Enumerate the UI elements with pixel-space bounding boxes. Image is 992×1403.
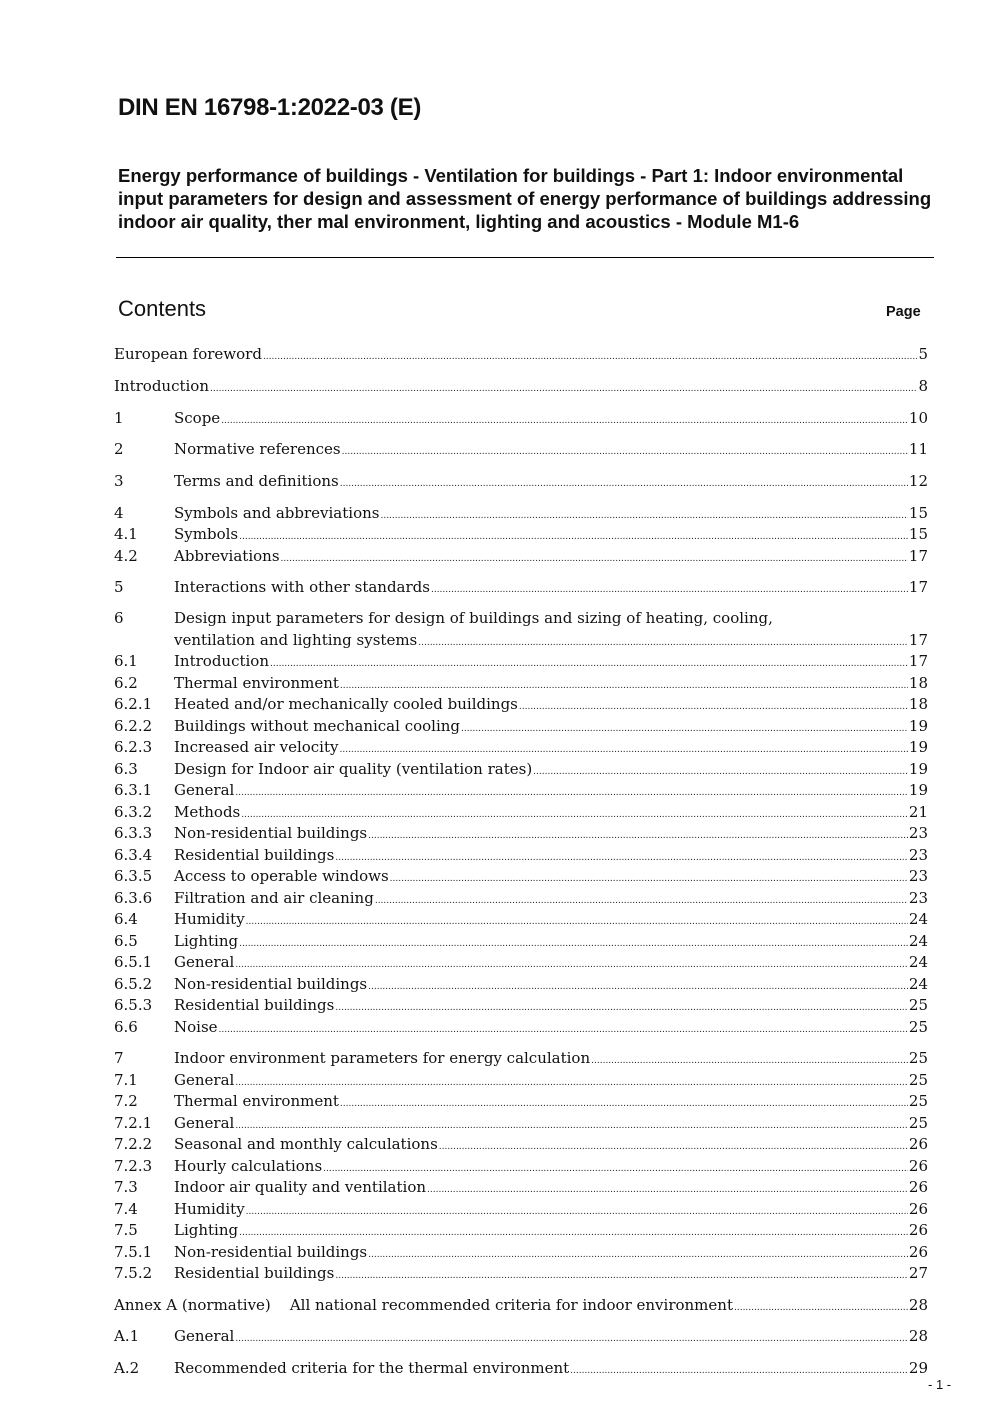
toc-entry-number: 4 — [114, 504, 124, 522]
toc-entry-title: Humidity — [174, 910, 245, 928]
toc-leader-dots — [241, 805, 908, 825]
toc-leader-dots — [270, 654, 908, 674]
toc-entry-page: 26 — [908, 1178, 928, 1196]
toc-entry-title: Filtration and air cleaning — [174, 889, 374, 907]
toc-entry-title: Thermal environment — [174, 1092, 339, 1110]
toc-entry-title: Noise — [174, 1018, 218, 1036]
toc-entry-title: General — [174, 1114, 235, 1132]
toc-entry-number: 6.3.6 — [114, 889, 153, 907]
toc-entry-page: 28 — [908, 1296, 928, 1314]
toc-leader-dots — [519, 697, 908, 717]
toc-leader-dots — [339, 740, 907, 760]
toc-entry-number: 7.5.1 — [114, 1243, 153, 1261]
toc-entry-title: Non-residential buildings — [174, 975, 368, 993]
toc-entry-title: Introduction — [174, 652, 269, 670]
toc-entry-title: Symbols — [174, 525, 239, 543]
page-number-footer: - 1 - — [928, 1377, 952, 1392]
toc-entry-title: Buildings without mechanical cooling — [174, 717, 461, 735]
toc-leader-dots — [235, 1073, 908, 1093]
toc-entry-page: 17 — [908, 631, 928, 649]
toc-entry[interactable] — [114, 1048, 928, 1068]
toc-entry[interactable] — [114, 1326, 928, 1346]
toc-entry-number: 6.1 — [114, 652, 138, 670]
toc-entry-number: 3 — [114, 472, 124, 490]
toc-entry-title: Symbols and abbreviations — [174, 504, 380, 522]
toc-entry[interactable] — [114, 376, 928, 396]
toc-entry-number: 4.1 — [114, 525, 138, 543]
toc-entry-number: 6.2 — [114, 674, 138, 692]
toc-leader-dots — [570, 1361, 908, 1381]
toc-entry-number: 7.5 — [114, 1221, 138, 1239]
contents-heading: Contents — [118, 296, 207, 321]
toc-entry-number: 7.3 — [114, 1178, 138, 1196]
toc-leader-dots — [239, 934, 908, 954]
toc-entry-title: Seasonal and monthly calculations — [174, 1135, 438, 1153]
toc-entry-number: 6.5.2 — [114, 975, 153, 993]
toc-leader-dots — [323, 1159, 908, 1179]
toc-entry-page: 24 — [908, 975, 928, 993]
toc-entry-page: 26 — [908, 1135, 928, 1153]
toc-entry-number: 6.2.2 — [114, 717, 153, 735]
toc-entry[interactable] — [114, 673, 928, 693]
toc-entry[interactable] — [114, 1242, 928, 1262]
toc-entry-page: 26 — [908, 1243, 928, 1261]
toc-leader-dots — [418, 633, 908, 653]
toc-leader-dots — [380, 506, 907, 526]
page-column-heading: Page — [886, 304, 921, 320]
toc-leader-dots — [239, 527, 908, 547]
toc-leader-dots — [340, 1094, 908, 1114]
toc-entry-number: 6.3.4 — [114, 846, 153, 864]
toc-entry-title: Non-residential buildings — [174, 1243, 368, 1261]
toc-entry-number: 6.4 — [114, 910, 138, 928]
toc-entry[interactable] — [114, 1295, 928, 1315]
toc-entry-page: 21 — [908, 803, 928, 821]
toc-entry-number: 2 — [114, 440, 124, 458]
toc-entry-page: 26 — [908, 1221, 928, 1239]
toc-leader-dots — [375, 891, 908, 911]
toc-entry[interactable] — [114, 888, 928, 908]
toc-leader-dots — [335, 848, 908, 868]
toc-entry-title: Residential buildings — [174, 996, 335, 1014]
toc-leader-dots — [340, 474, 908, 494]
toc-leader-dots — [246, 1202, 908, 1222]
toc-entry-title: Lighting — [174, 932, 239, 950]
toc-leader-dots — [533, 762, 908, 782]
toc-entry-page: 23 — [908, 846, 928, 864]
toc-entry[interactable] — [114, 931, 928, 951]
toc-entry-number: 6.5.1 — [114, 953, 153, 971]
toc-entry-number: 6.3.3 — [114, 824, 153, 842]
toc-entry-title: Design for Indoor air quality (ventilation rates) — [174, 760, 533, 778]
toc-entry-number: 7.2 — [114, 1092, 138, 1110]
toc-entry-title: Lighting — [174, 1221, 239, 1239]
toc-entry-number: 6.5 — [114, 932, 138, 950]
toc-entry[interactable] — [114, 1263, 928, 1283]
toc-entry[interactable] — [114, 651, 928, 671]
toc-entry-number: A.1 — [114, 1327, 140, 1345]
toc-entry[interactable] — [114, 1177, 928, 1197]
toc-entry[interactable] — [114, 716, 928, 736]
toc-entry-page: 26 — [908, 1200, 928, 1218]
toc-leader-dots — [235, 783, 908, 803]
toc-entry[interactable] — [114, 823, 928, 843]
toc-entry-title: Scope — [174, 409, 221, 427]
toc-entry-page: 23 — [908, 824, 928, 842]
toc-entry-number: 6.5.3 — [114, 996, 153, 1014]
toc-entry-number: 7 — [114, 1049, 124, 1067]
toc-entry-title: Heated and/or mechanically cooled buildings — [174, 695, 518, 713]
toc-entry[interactable] — [114, 408, 928, 428]
toc-entry-title: Humidity — [174, 1200, 245, 1218]
toc-entry[interactable] — [114, 344, 928, 364]
toc-entry[interactable] — [114, 608, 928, 628]
toc-entry-page: 19 — [908, 781, 928, 799]
toc-entry-page: 15 — [908, 504, 928, 522]
toc-entry[interactable] — [114, 802, 928, 822]
toc-leader-dots — [431, 580, 908, 600]
toc-leader-dots — [342, 442, 908, 462]
toc-leader-dots — [235, 1329, 908, 1349]
toc-entry-page: 17 — [908, 578, 928, 596]
toc-entry-page: 11 — [908, 440, 928, 458]
toc-entry-number: 7.2.3 — [114, 1157, 153, 1175]
toc-entry-page: 23 — [908, 867, 928, 885]
toc-entry-page: 19 — [908, 760, 928, 778]
toc-leader-dots — [427, 1180, 908, 1200]
toc-leader-dots — [246, 912, 908, 932]
toc-entry-number: 7.2.1 — [114, 1114, 153, 1132]
toc-entry[interactable] — [114, 974, 928, 994]
toc-leader-dots — [461, 719, 908, 739]
toc-entry-page: 18 — [908, 695, 928, 713]
title-rule — [116, 257, 934, 258]
toc-entry-title: General — [174, 781, 235, 799]
toc-entry-title: Annex A (normative) All national recommended criteria for indoor environment — [114, 1296, 733, 1314]
toc-entry[interactable] — [114, 471, 928, 491]
toc-entry-number: 7.5.2 — [114, 1264, 153, 1282]
toc-entry-title: Non-residential buildings — [174, 824, 368, 842]
toc-entry-title: Terms and definitions — [174, 472, 339, 490]
toc-entry-number: 7.4 — [114, 1200, 138, 1218]
toc-entry[interactable] — [114, 1358, 928, 1378]
toc-entry[interactable] — [114, 1199, 928, 1219]
toc-entry-page: 25 — [908, 1049, 928, 1067]
toc-entry-title: Indoor environment parameters for energy calculation — [174, 1049, 591, 1067]
toc-leader-dots — [239, 1223, 908, 1243]
toc-entry-title: General — [174, 953, 235, 971]
toc-entry-number: 7.2.2 — [114, 1135, 153, 1153]
document-title: DIN EN 16798-1:2022-03 (E) — [118, 94, 422, 121]
toc-entry[interactable] — [114, 1156, 928, 1176]
toc-entry-page: 29 — [908, 1359, 928, 1377]
toc-leader-dots — [368, 1245, 908, 1265]
toc-entry-title: Hourly calculations — [174, 1157, 323, 1175]
toc-entry-number: 6.6 — [114, 1018, 138, 1036]
toc-entry-page: 25 — [908, 1071, 928, 1089]
toc-entry-page: 17 — [908, 547, 928, 565]
toc-entry-page: 25 — [908, 1114, 928, 1132]
toc-entry-page: 18 — [908, 674, 928, 692]
toc-entry[interactable] — [114, 1017, 928, 1037]
toc-entry-page: 19 — [908, 738, 928, 756]
toc-entry[interactable] — [114, 1134, 928, 1154]
toc-leader-dots — [235, 1116, 908, 1136]
document-subtitle: Energy performance of buildings - Ventilation for buildings - Part 1: Indoor environmental input parameters for design and assessment of energy performance of buildings addressing indoor air quality, ther mal environment, lighting and acoustics - Module M1-6 — [118, 165, 932, 232]
toc-entry-page: 5 — [918, 345, 928, 363]
toc-leader-dots — [221, 411, 908, 431]
toc-entry-number: 6.3 — [114, 760, 138, 778]
toc-entry-page: 23 — [908, 889, 928, 907]
toc-leader-dots — [390, 869, 908, 889]
toc-entry[interactable] — [114, 995, 928, 1015]
toc-entry-page: 27 — [908, 1264, 928, 1282]
toc-leader-dots — [340, 676, 908, 696]
toc-entry-page: 12 — [908, 472, 928, 490]
toc-entry[interactable] — [114, 1070, 928, 1090]
toc-entry[interactable] — [114, 866, 928, 886]
toc-entry[interactable] — [114, 845, 928, 865]
toc-entry-title: Introduction — [114, 377, 209, 395]
toc-entry-title: General — [174, 1327, 235, 1345]
toc-entry-title: General — [174, 1071, 235, 1089]
toc-entry-page: 10 — [908, 409, 928, 427]
toc-entry-page: 15 — [908, 525, 928, 543]
toc-entry-title: European foreword — [114, 345, 262, 363]
toc-entry-title: Increased air velocity — [174, 738, 339, 756]
toc-entry-number: 6.2.1 — [114, 695, 153, 713]
toc-entry-page: 8 — [918, 377, 928, 395]
toc-leader-dots — [281, 549, 908, 569]
toc-entry-number: 1 — [114, 409, 124, 427]
toc-entry-title: Access to operable windows — [174, 867, 389, 885]
toc-entry-page: 28 — [908, 1327, 928, 1345]
toc-entry-number: A.2 — [114, 1359, 140, 1377]
toc-entry-title: Thermal environment — [174, 674, 339, 692]
toc-entry-number: 6.2.3 — [114, 738, 153, 756]
toc-entry[interactable] — [114, 909, 928, 929]
toc-entry-page: 24 — [908, 910, 928, 928]
toc-leader-dots — [235, 955, 908, 975]
toc-entry-page: 17 — [908, 652, 928, 670]
toc-entry[interactable] — [114, 577, 928, 597]
toc-entry[interactable] — [114, 524, 928, 544]
toc-entry-title: Indoor air quality and ventilation — [174, 1178, 427, 1196]
toc-entry[interactable] — [114, 952, 928, 972]
toc-entry[interactable] — [114, 694, 928, 714]
toc-entry-title: Residential buildings — [174, 846, 335, 864]
toc-entry-title: Normative references — [174, 440, 341, 458]
toc-entry[interactable] — [114, 1220, 928, 1240]
toc-leader-dots — [734, 1298, 908, 1318]
toc-leader-dots — [591, 1051, 908, 1071]
toc-leader-dots — [439, 1137, 908, 1157]
toc-entry[interactable] — [114, 1091, 928, 1111]
toc-leader-dots — [368, 977, 908, 997]
toc-entry[interactable] — [114, 630, 928, 650]
toc-entry-page: 25 — [908, 1092, 928, 1110]
toc-entry-page: 26 — [908, 1157, 928, 1175]
toc-entry[interactable] — [114, 503, 928, 523]
toc-entry[interactable] — [114, 546, 928, 566]
toc-entry-number: 6.3.1 — [114, 781, 153, 799]
toc-entry-title: Recommended criteria for the thermal environment — [174, 1359, 570, 1377]
toc-entry-title: Design input parameters for design of buildings and sizing of heating, cooling, — [174, 609, 773, 627]
toc-entry[interactable] — [114, 439, 928, 459]
toc-entry-number: 4.2 — [114, 547, 138, 565]
toc-entry-number: 6.3.5 — [114, 867, 153, 885]
toc-entry-number: 6.3.2 — [114, 803, 153, 821]
toc-entry[interactable] — [114, 759, 928, 779]
toc-leader-dots — [335, 998, 908, 1018]
toc-entry-title: Interactions with other standards — [174, 578, 430, 596]
toc-entry-page: 19 — [908, 717, 928, 735]
toc-entry-title: Abbreviations — [174, 547, 280, 565]
toc-entry-page: 25 — [908, 1018, 928, 1036]
toc-entry[interactable] — [114, 737, 928, 757]
toc-leader-dots — [263, 347, 918, 367]
toc-entry[interactable] — [114, 780, 928, 800]
toc-entry[interactable] — [114, 1113, 928, 1133]
toc-entry-page: 24 — [908, 932, 928, 950]
toc-entry-page: 25 — [908, 996, 928, 1014]
toc-entry-title: Methods — [174, 803, 241, 821]
toc-leader-dots — [219, 1020, 908, 1040]
toc-leader-dots — [335, 1266, 908, 1286]
toc-leader-dots — [368, 826, 908, 846]
toc-entry-title: Residential buildings — [174, 1264, 335, 1282]
toc-entry-number: 7.1 — [114, 1071, 138, 1089]
toc-entry-number: 6 — [114, 609, 124, 627]
toc-entry-number: 5 — [114, 578, 124, 596]
toc-leader-dots — [210, 379, 917, 399]
toc-entry-page: 24 — [908, 953, 928, 971]
toc-entry-title-continued: ventilation and lighting systems — [174, 631, 418, 649]
